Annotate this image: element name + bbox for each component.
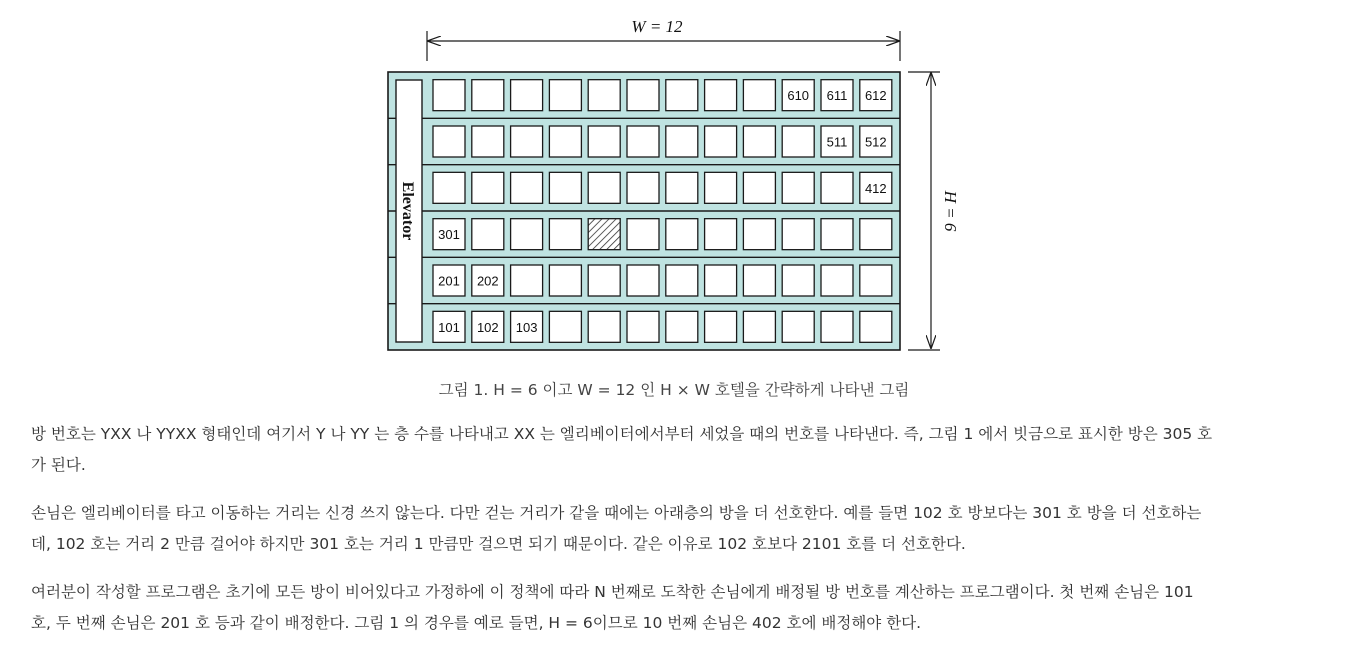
paragraph-line: 여러분이 작성할 프로그램은 초기에 모든 방이 비어있다고 가정하에 이 정책에 따라 N 번째로 도착한 손님에게 배정될 방 번호를 계산하는 프로그램이다. 첫 번째 손님은 101 [31,583,1194,601]
room-box [821,219,853,250]
room-box [433,172,465,203]
width-label: W = 12 [631,17,683,36]
room-box [433,80,465,111]
room-box [743,265,775,296]
room-box [627,311,659,342]
room-box [666,80,698,111]
room-box [666,172,698,203]
room-box [743,311,775,342]
room-number-label: 512 [864,134,887,150]
room-box [821,172,853,203]
room-number-label: 201 [438,273,460,289]
room-box [511,219,543,250]
room-box [782,265,814,296]
room-box [821,265,853,296]
room-box [666,265,698,296]
room-box [588,172,620,203]
room-box [472,126,504,157]
room-box [627,219,659,250]
room-box [588,311,620,342]
room-box [627,126,659,157]
paragraph-line: 손님은 엘리베이터를 타고 이동하는 거리는 신경 쓰지 않는다. 다만 걷는 거리가 같을 때에는 아래층의 방을 더 선호한다. 예를 들면 102 호 방보다는 301 호 방을 더 선호하는 [31,504,1202,522]
room-box [860,265,892,296]
figure-caption: 그림 1. H = 6 이고 W = 12 인 H × W 호텔을 간략하게 나타낸 그림 [438,381,910,399]
room-number-label: 611 [826,88,848,104]
room-box [705,265,737,296]
paragraph-line: 호, 두 번째 손님은 201 호 등과 같이 배정한다. 그림 1 의 경우를 예로 들면, H = 6이므로 10 번째 손님은 402 호에 배정해야 한다. [31,614,922,632]
paragraph-line: 방 번호는 YXX 나 YYXX 형태인데 여기서 Y 나 YY 는 층 수를 나타내고 XX 는 엘리베이터에서부터 세었을 때의 번호를 나타낸다. 즉, 그림 1 에서 빗금으로 표시한 방은 305 호 [31,425,1213,443]
room-box [705,311,737,342]
room-box [511,172,543,203]
paragraph-program-task [31,577,1321,639]
room-box [705,172,737,203]
paragraph-room-numbering [31,419,1321,481]
room-box [821,311,853,342]
room-box [549,80,581,111]
room-box [472,219,504,250]
paragraph-preference [31,498,1321,560]
room-number-label: 202 [476,273,499,289]
room-box [627,172,659,203]
room-box [666,126,698,157]
room-box [549,126,581,157]
room-box [782,172,814,203]
room-box [549,219,581,250]
room-box [472,80,504,111]
room-box [588,126,620,157]
room-box [860,219,892,250]
room-box [588,265,620,296]
room-number-label: 412 [864,180,887,196]
room-box [549,265,581,296]
room-box [666,219,698,250]
room-box [782,126,814,157]
room-box [782,311,814,342]
room-number-label: 612 [864,88,887,104]
height-label: H = 6 [941,190,960,232]
room-box [782,219,814,250]
room-box [549,172,581,203]
room-box [549,311,581,342]
room-box [705,219,737,250]
room-box [588,80,620,111]
room-number-label: 301 [438,227,460,243]
room-box [743,172,775,203]
room-box [666,311,698,342]
room-number-label: 101 [438,319,460,335]
room-hatched [588,219,620,250]
room-number-label: 103 [515,319,538,335]
room-box [511,80,543,111]
room-box [705,80,737,111]
room-box [627,80,659,111]
room-number-label: 511 [826,134,848,150]
room-box [627,265,659,296]
paragraph-line: 데, 102 호는 거리 2 만큼 걸어야 하지만 301 호는 거리 1 만큼만 걸으면 되기 때문이다. 같은 이유로 102 호보다 2101 호를 더 선호한다. [31,535,966,553]
room-box [743,219,775,250]
paragraph-line: 가 된다. [31,456,86,474]
room-box [743,126,775,157]
room-number-label: 102 [476,319,499,335]
room-box [511,265,543,296]
elevator-label: Elevator [399,181,416,241]
room-number-label: 610 [787,88,810,104]
room-box [472,172,504,203]
room-box [705,126,737,157]
room-box [743,80,775,111]
room-box [433,126,465,157]
room-box [860,311,892,342]
room-box [511,126,543,157]
